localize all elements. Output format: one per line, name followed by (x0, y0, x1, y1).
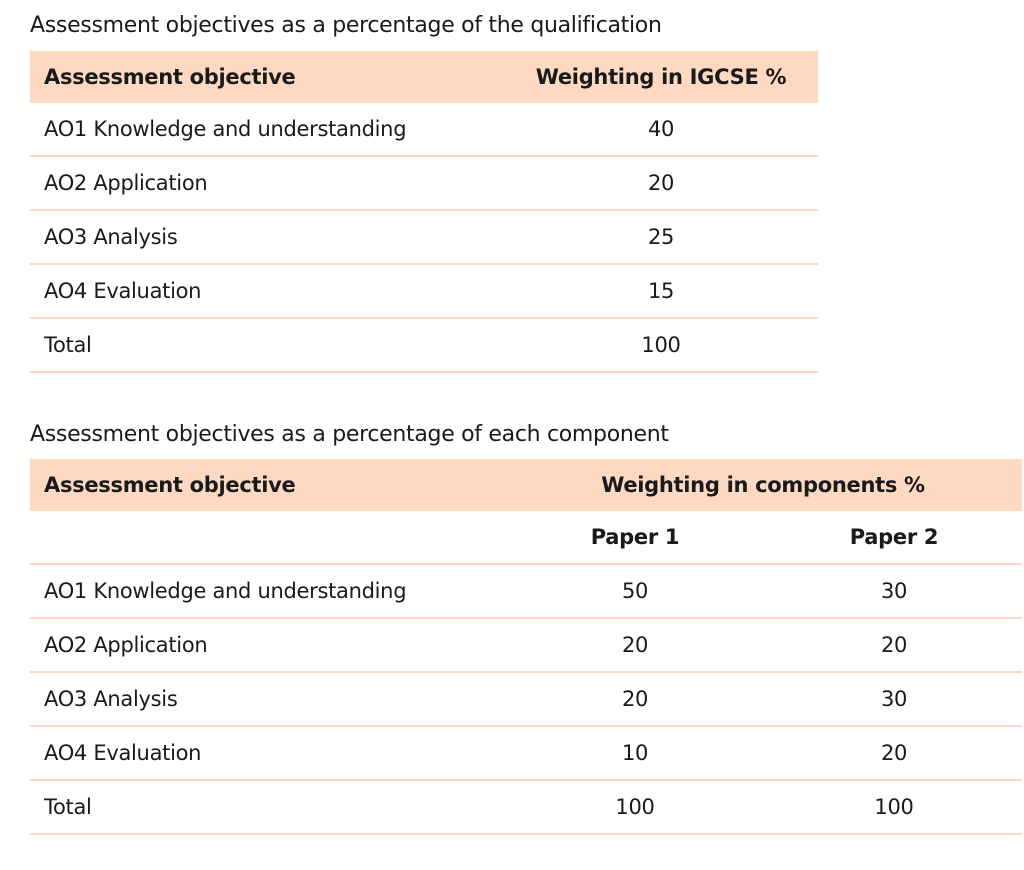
table-row (30, 780, 1022, 834)
objective-cell: AO3 Analysis (30, 210, 504, 264)
table-row (30, 564, 1022, 618)
table-row (30, 156, 818, 210)
component-weighting-table (30, 459, 1022, 835)
objective-cell: AO1 Knowledge and understanding (30, 103, 504, 156)
paper1-cell: 20 (504, 618, 766, 672)
table1-caption: Assessment objectives as a percentage of the qualification (30, 13, 662, 38)
paper1-cell: 50 (504, 564, 766, 618)
column-header: Assessment objective (30, 459, 504, 511)
paper1-subheader: Paper 1 (504, 511, 766, 564)
paper2-cell: 30 (766, 564, 1022, 618)
table-row (30, 618, 1022, 672)
weighting-cell: 100 (504, 318, 818, 372)
weighting-cell: 25 (504, 210, 818, 264)
table-row (30, 264, 818, 318)
paper1-cell: 10 (504, 726, 766, 780)
table-row (30, 318, 818, 372)
table-header-row (30, 51, 818, 103)
paper2-cell: 30 (766, 672, 1022, 726)
paper1-cell: 20 (504, 672, 766, 726)
table-row (30, 672, 1022, 726)
objective-cell: Total (30, 318, 504, 372)
qualification-weighting-table (30, 51, 818, 373)
paper2-cell: 20 (766, 726, 1022, 780)
paper2-cell: 20 (766, 618, 1022, 672)
weighting-cell: 40 (504, 103, 818, 156)
objective-cell: AO4 Evaluation (30, 726, 504, 780)
weighting-cell: 20 (504, 156, 818, 210)
table-row (30, 726, 1022, 780)
empty-subheader (30, 511, 504, 564)
objective-cell: AO3 Analysis (30, 672, 504, 726)
paper1-cell: 100 (504, 780, 766, 834)
column-header: Assessment objective (30, 51, 504, 103)
paper2-subheader: Paper 2 (766, 511, 1022, 564)
objective-cell: Total (30, 780, 504, 834)
column-header: Weighting in IGCSE % (504, 51, 818, 103)
table-header-row (30, 459, 1022, 511)
table-row (30, 103, 818, 156)
table-row (30, 210, 818, 264)
table2-caption: Assessment objectives as a percentage of each component (30, 422, 669, 447)
paper2-cell: 100 (766, 780, 1022, 834)
column-header: Weighting in components % (504, 459, 1022, 511)
objective-cell: AO2 Application (30, 618, 504, 672)
objective-cell: AO2 Application (30, 156, 504, 210)
objective-cell: AO1 Knowledge and understanding (30, 564, 504, 618)
table-subheader-row (30, 511, 1022, 564)
objective-cell: AO4 Evaluation (30, 264, 504, 318)
weighting-cell: 15 (504, 264, 818, 318)
